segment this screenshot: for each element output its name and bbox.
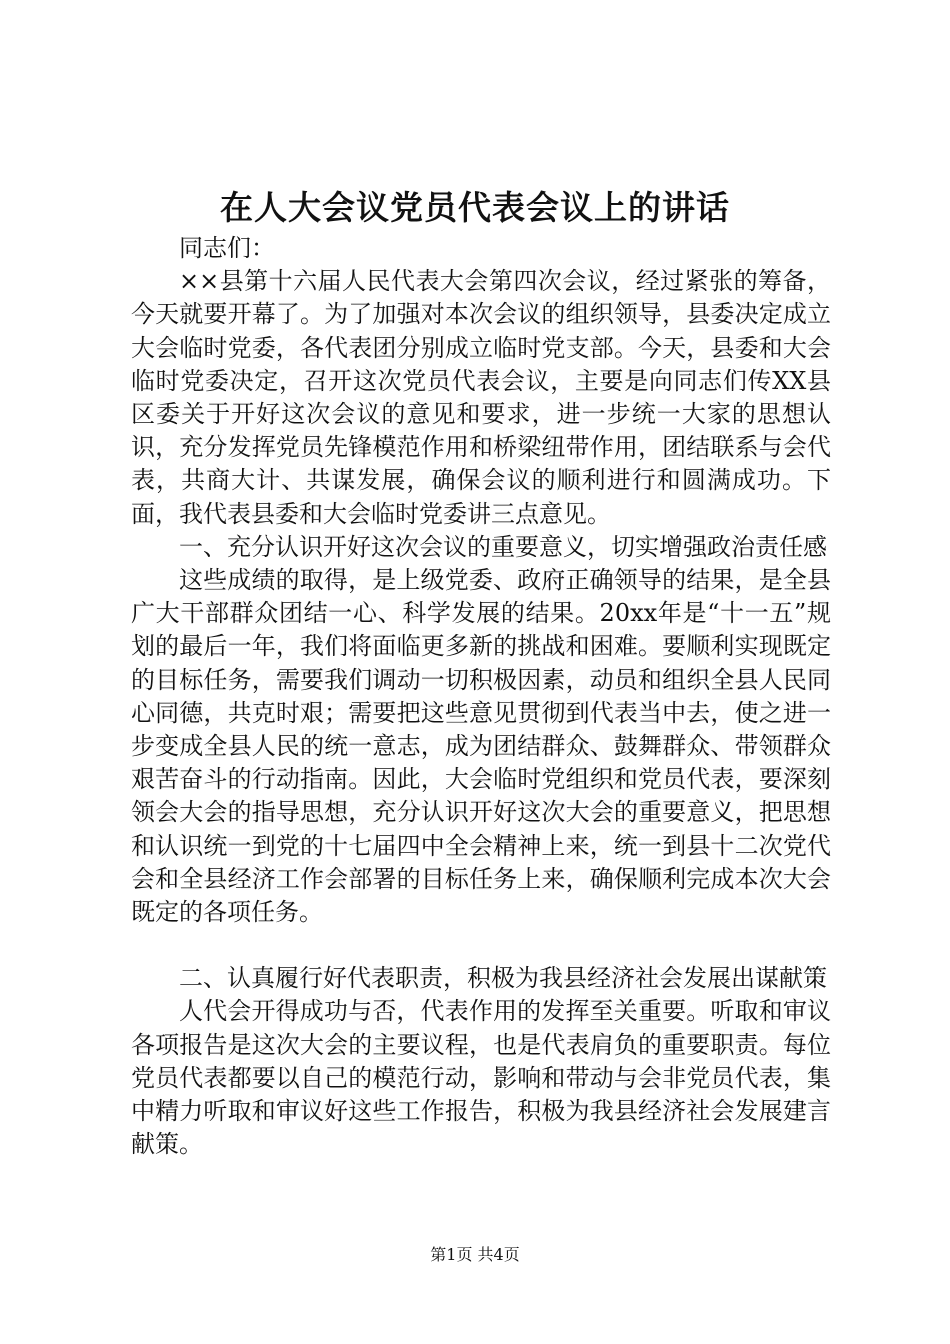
salutation-paragraph: 同志们：	[179, 234, 275, 262]
section-2-paragraph: 人代会开得成功与否，代表作用的发挥至关重要。听取和审议各项报告是这次大会的主要议程，也是代表肩负的重要职责。每位党员代表都要以自己的模范行动，影响和带动与会非党员代表，集中精力听取和审议好这些工作报告，积极为我县经济社会发展建言献策。	[131, 997, 831, 1159]
document-body	[131, 232, 831, 1161]
page-footer: 第1页 共4页	[430, 1245, 520, 1264]
section-heading-2: 二、认真履行好代表职责，积极为我县经济社会发展出谋献策	[179, 964, 827, 993]
intro-paragraph: ××县第十六届人民代表大会第四次会议，经过紧张的筹备，今天就要开幕了。为了加强对本次会议的组织领导，县委决定成立大会临时党委，各代表团分别成立临时党支部。今天，县委和大会临时党委决定，召开这次党员代表会议，主要是向同志们传XX县区委关于开好这次会议的意见和要求，进一步统一大家的思想认识，充分发挥党员先锋模范作用和桥梁纽带作用，团结联系与会代表，共商大计、共谋发展，确保会议的顺利进行和圆满成功。下面，我代表县委和大会临时党委讲三点意见。	[131, 267, 831, 528]
section-1-paragraph: 这些成绩的取得，是上级党委、政府正确领导的结果，是全县广大干部群众团结一心、科学发展的结果。20xx年是“十一五”规划的最后一年，我们将面临更多新的挑战和困难。要顺利实现既定的目标任务，需要我们调动一切积极因素，动员和组织全县人民同心同德，共克时艰；需要把这些意见贯彻到代表当中去，使之进一步变成全县人民的统一意志，成为团结群众、鼓舞群众、带领群众艰苦奋斗的行动指南。因此，大会临时党组织和党员代表，要深刻领会大会的指导思想，充分认识开好这次大会的重要意义，把思想和认识统一到党的十七届四中全会精神上来，统一到县十二次党代会和全县经济工作会部署的目标任务上来，确保顺利完成本次大会既定的各项任务。	[131, 566, 831, 927]
document-title: 在人大会议党员代表会议上的讲话	[220, 188, 730, 227]
section-heading-1: 一、充分认识开好这次会议的重要意义，切实增强政治责任感	[179, 532, 827, 561]
